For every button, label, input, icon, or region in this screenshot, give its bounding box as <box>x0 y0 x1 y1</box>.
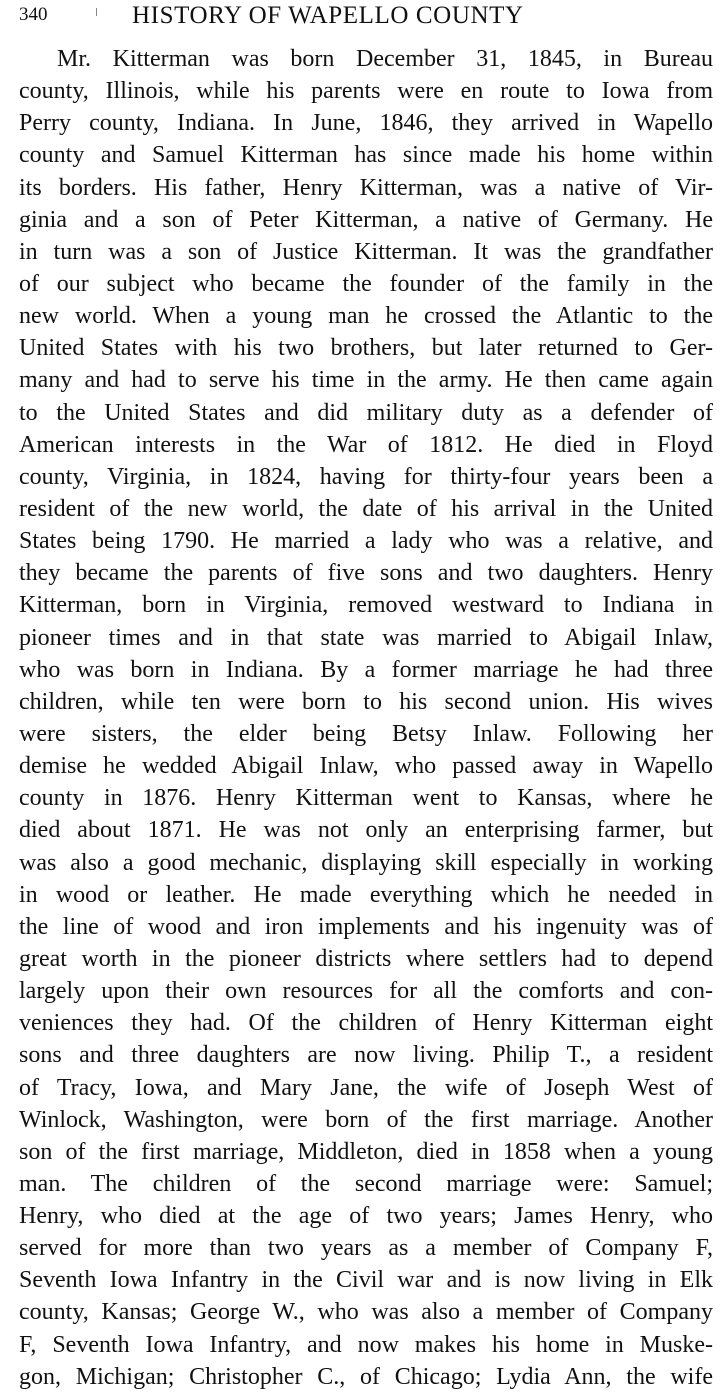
text-line: Mr. Kitterman was born December 31, 1845, in Bureau <box>57 46 713 72</box>
text-line: Perry county, Indiana. In June, 1846, they arrived in Wapello <box>19 110 713 137</box>
text-line: man. The children of the second marriage were: Samuel; <box>19 1170 713 1197</box>
text-line: resident of the new world, the date of his arrival in the United <box>19 495 713 522</box>
text-line: pioneer times and in that state was married to Abigail Inlaw, <box>19 624 713 651</box>
text-line: F, Seventh Iowa Infantry, and now makes his home in Muske- <box>19 1331 713 1358</box>
text-line: county in 1876. Henry Kitterman went to Kansas, where he <box>19 785 713 812</box>
text-line: United States with his two brothers, but later returned to Ger- <box>19 335 713 362</box>
text-line: in wood or leather. He made everything which he needed in <box>19 881 713 908</box>
text-line: they became the parents of five sons and two daughters. Henry <box>19 560 713 587</box>
text-line: of Tracy, Iowa, and Mary Jane, the wife of Joseph West of <box>19 1074 713 1101</box>
text-line: Henry, who died at the age of two years; James Henry, who <box>19 1203 713 1230</box>
text-line: were sisters, the elder being Betsy Inlaw. Following her <box>19 720 713 747</box>
body-paragraph <box>19 43 713 1393</box>
text-line: veniences they had. Of the children of Henry Kitterman eight <box>19 1010 713 1037</box>
text-line: Winlock, Washington, were born of the first marriage. Another <box>19 1106 713 1133</box>
print-mark <box>96 8 97 16</box>
text-line: its borders. His father, Henry Kitterman, was a native of Vir- <box>19 174 713 201</box>
text-line: in turn was a son of Justice Kitterman. It was the grandfather <box>19 238 713 265</box>
running-head: HISTORY OF WAPELLO COUNTY <box>132 2 524 29</box>
text-line: ginia and a son of Peter Kitterman, a native of Germany. He <box>19 206 713 233</box>
text-line: States being 1790. He married a lady who was a relative, and <box>19 528 713 555</box>
text-line: demise he wedded Abigail Inlaw, who passed away in Wapello <box>19 753 713 780</box>
text-line: American interests in the War of 1812. He died in Floyd <box>19 431 713 458</box>
text-line: of our subject who became the founder of the family in the <box>19 270 713 297</box>
text-line: new world. When a young man he crossed the Atlantic to the <box>19 303 713 330</box>
text-line: died about 1871. He was not only an enterprising farmer, but <box>19 817 713 844</box>
text-line: the line of wood and iron implements and his ingenuity was of <box>19 913 713 940</box>
text-line: largely upon their own resources for all the comforts and con- <box>19 978 713 1005</box>
text-line: great worth in the pioneer districts where settlers had to depend <box>19 945 713 972</box>
text-line: sons and three daughters are now living. Philip T., a resident <box>19 1042 713 1069</box>
text-line: served for more than two years as a member of Company F, <box>19 1235 713 1262</box>
text-line: many and had to serve his time in the army. He then came again <box>19 367 713 394</box>
page-number: 340 <box>19 4 48 25</box>
text-line: county, Kansas; George W., who was also a member of Company <box>19 1299 713 1326</box>
text-line: who was born in Indiana. By a former marriage he had three <box>19 656 713 683</box>
text-line: son of the first marriage, Middleton, died in 1858 when a young <box>19 1138 713 1165</box>
text-line: Kitterman, born in Virginia, removed westward to Indiana in <box>19 592 713 619</box>
text-line: Seventh Iowa Infantry in the Civil war and is now living in Elk <box>19 1267 713 1294</box>
text-line: gon, Michigan; Christopher C., of Chicago; Lydia Ann, the wife <box>19 1363 713 1390</box>
text-line: county, Virginia, in 1824, having for thirty-four years been a <box>19 463 713 490</box>
text-line: was also a good mechanic, displaying skill especially in working <box>19 849 713 876</box>
text-line: county, Illinois, while his parents were en route to Iowa from <box>19 78 713 105</box>
text-line: children, while ten were born to his second union. His wives <box>19 688 713 715</box>
text-line: to the United States and did military duty as a defender of <box>19 399 713 426</box>
text-line: county and Samuel Kitterman has since made his home within <box>19 142 713 169</box>
